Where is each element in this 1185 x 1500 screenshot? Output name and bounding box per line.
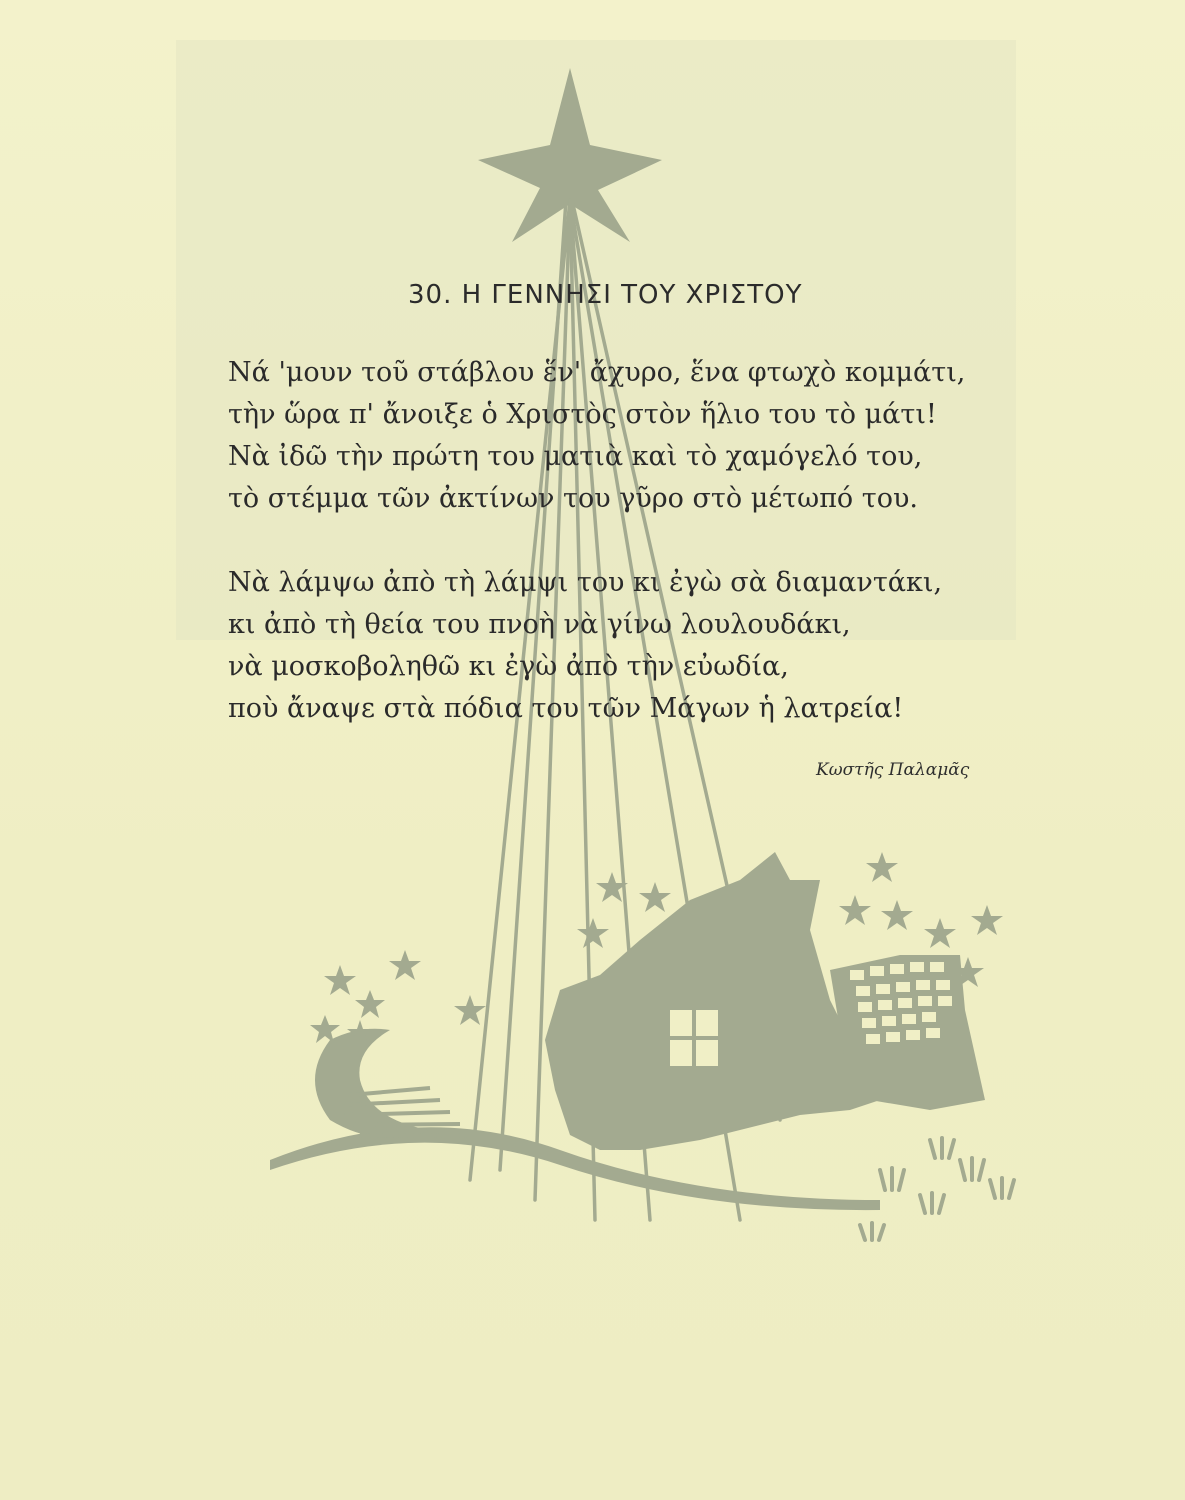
moon-icon [315,1029,430,1138]
poem-line: Νά 'μουν τοῦ στάβλου ἕν' ἄχυρο, ἕνα φτωχὸ κομμάτι, [228,357,966,388]
poem-line: τὴν ὥρα π' ἄνοιξε ὁ Χριστὸς στὸν ἥλιο του τὸ μάτι! [228,399,937,430]
poem-line: κι ἀπὸ τὴ θεία του πνοὴ νὰ γίνω λουλουδάκι, [228,609,851,640]
stable-house-icon [545,852,880,1150]
poem-line: ποὺ ἄναψε στὰ πόδια του τῶν Μάγων ἡ λατρεία! [228,693,904,724]
poem-line: Νὰ ἰδῶ τὴν πρώτη του ματιὰ καὶ τὸ χαμόγελό του, [228,441,923,472]
poem-title: 30. Η ΓΕΝΝΗΣΙ ΤΟΥ ΧΡΙΣΤΟΥ [408,280,803,310]
poem-line: νὰ μοσκοβοληθῶ κι ἐγὼ ἀπὸ τὴν εὐωδία, [228,651,789,682]
poem-author: Κωστῆς Παλαμᾶς [816,760,970,780]
stanza-1 [228,352,965,520]
stanza-2 [228,562,942,730]
poem-line: Νὰ λάμψω ἀπὸ τὴ λάμψι του κι ἐγὼ σὰ διαμαντάκι, [228,567,943,598]
grass-icon [860,1138,1014,1240]
poem-line: τὸ στέμμα τῶν ἀκτίνων του γῦρο στὸ μέτωπό του. [228,483,918,514]
